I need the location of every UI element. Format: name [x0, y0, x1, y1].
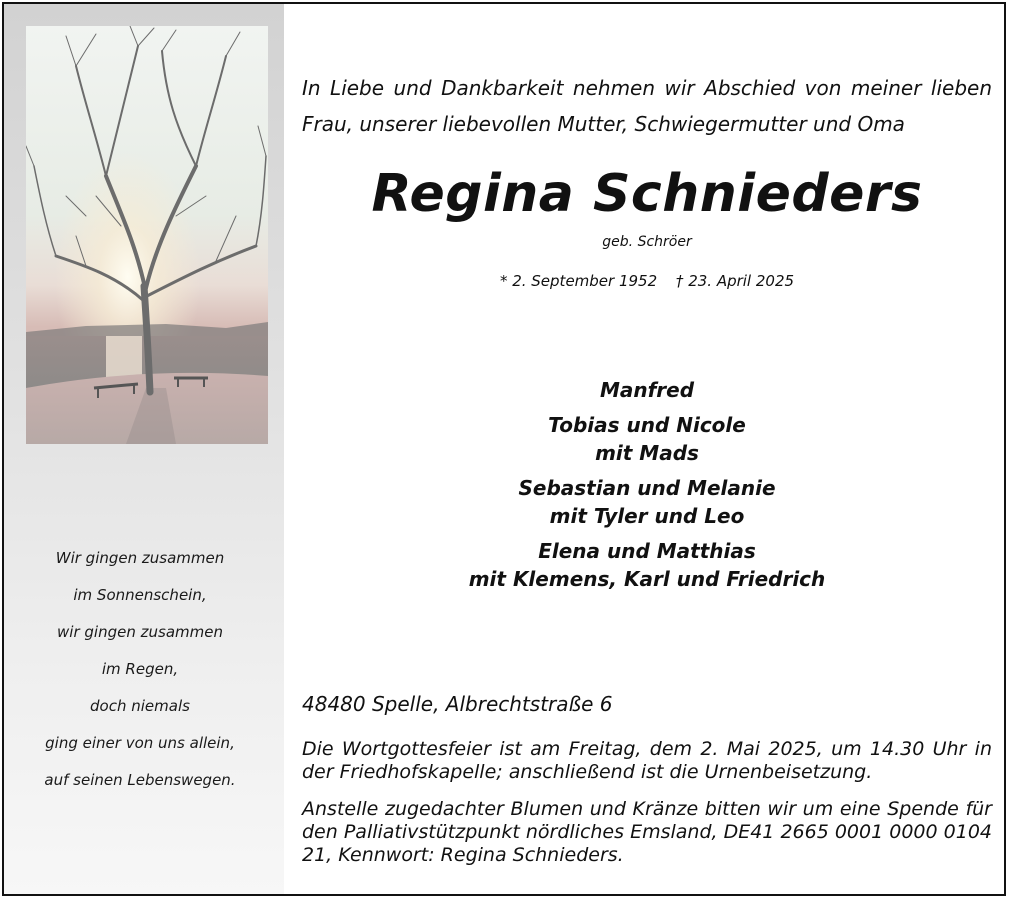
obituary-frame — [2, 2, 1006, 896]
family-list — [284, 376, 1006, 600]
tree-sunset-photo — [26, 26, 268, 444]
family-member: mit Mads — [595, 441, 699, 465]
family-member: Manfred — [599, 378, 695, 402]
sidebar — [4, 4, 284, 894]
family-member: Elena und Matthias — [538, 539, 756, 563]
poem — [4, 540, 276, 799]
family-member: mit Klemens, Karl und Friedrich — [468, 567, 826, 591]
family-group — [284, 376, 1006, 404]
poem-line: wir gingen zusammen — [57, 623, 223, 641]
poem-line: doch niemals — [90, 697, 190, 715]
family-member: Tobias und Nicole — [548, 413, 746, 437]
life-dates — [284, 272, 1006, 290]
family-group — [284, 537, 1006, 593]
family-member: mit Tyler und Leo — [549, 504, 745, 528]
main-content — [284, 4, 1004, 894]
service-info: Die Wortgottesfeier ist am Freitag, dem 2. Mai 2025, um 14.30 Uhr in der Friedhofskapelle; anschließend ist die Urnenbeisetzung. — [302, 738, 992, 783]
deceased-name: Regina Schnieders — [371, 164, 923, 224]
death-date: † 23. April 2025 — [675, 272, 795, 290]
family-group — [284, 411, 1006, 467]
donation-info: Anstelle zugedachter Blumen und Kränze bitten wir um eine Spende für den Palliativstützpunkt nördliches Emsland, DE41 2665 0001 0000 0104 21, Kennwort: Regina Schnieders. — [302, 798, 992, 866]
birth-name: geb. Schröer — [602, 234, 692, 250]
birth-date: * 2. September 1952 — [499, 272, 658, 290]
poem-line: ging einer von uns allein, — [45, 734, 235, 752]
family-group — [284, 474, 1006, 530]
poem-line: im Regen, — [101, 660, 179, 678]
poem-line: auf seinen Lebenswegen. — [44, 771, 236, 789]
intro-text: In Liebe und Dankbarkeit nehmen wir Abschied von meiner lieben Frau, unserer liebevollen Mutter, Schwiegermutter und Oma — [302, 76, 992, 136]
poem-line: im Sonnenschein, — [73, 586, 207, 604]
address: 48480 Spelle, Albrechtstraße 6 — [302, 692, 613, 716]
poem-line: Wir gingen zusammen — [55, 549, 225, 567]
family-member: Sebastian und Melanie — [518, 476, 776, 500]
